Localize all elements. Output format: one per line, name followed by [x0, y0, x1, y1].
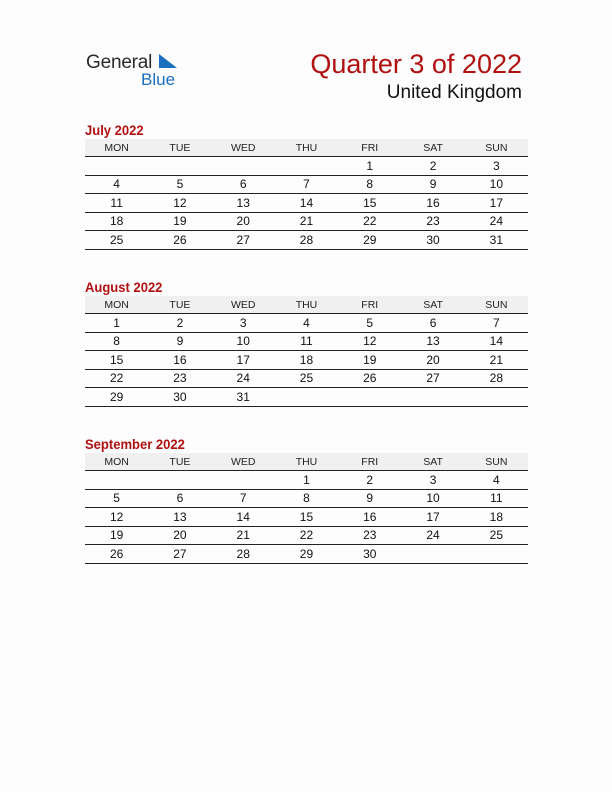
- month-title: July 2022: [85, 122, 144, 138]
- month-september: [85, 435, 528, 564]
- month-title: September 2022: [85, 436, 185, 452]
- weekday-label: TUE: [148, 139, 211, 157]
- day-cell: 20: [401, 351, 464, 370]
- day-cell: 5: [338, 314, 401, 333]
- day-cell: 4: [275, 314, 338, 333]
- day-cell: 14: [212, 508, 275, 527]
- day-cell: 16: [148, 351, 211, 370]
- day-cell: 12: [85, 508, 148, 527]
- month-title: August 2022: [85, 279, 163, 295]
- day-cell: 3: [212, 314, 275, 333]
- weekday-label: MON: [85, 296, 148, 314]
- day-cell: 26: [85, 545, 148, 564]
- day-cell: 21: [212, 526, 275, 545]
- day-cell: 11: [85, 194, 148, 213]
- logo-flag-icon: [159, 54, 177, 68]
- day-cell: 8: [338, 175, 401, 194]
- weekday-label: SUN: [465, 453, 528, 471]
- day-cell: 25: [275, 369, 338, 388]
- day-cell: 17: [212, 351, 275, 370]
- weekday-header-row: [85, 296, 528, 314]
- day-cell: 18: [465, 508, 528, 527]
- day-cell: 13: [212, 194, 275, 213]
- day-cell: 18: [275, 351, 338, 370]
- day-cell: 25: [465, 526, 528, 545]
- day-cell: 9: [401, 175, 464, 194]
- day-cell: 3: [465, 157, 528, 176]
- day-cell: [212, 157, 275, 176]
- day-cell: 17: [401, 508, 464, 527]
- day-cell: 30: [338, 545, 401, 564]
- week-row: [85, 545, 528, 564]
- day-cell: 18: [85, 212, 148, 231]
- day-cell: 26: [148, 231, 211, 250]
- day-cell: [401, 388, 464, 407]
- day-cell: [85, 157, 148, 176]
- day-cell: 20: [148, 526, 211, 545]
- day-cell: 6: [148, 489, 211, 508]
- country-name: United Kingdom: [386, 82, 522, 103]
- weekday-label: TUE: [148, 296, 211, 314]
- weekday-header-row: [85, 139, 528, 157]
- week-row: [85, 231, 528, 250]
- weekday-label: THU: [275, 139, 338, 157]
- day-cell: 19: [148, 212, 211, 231]
- day-cell: 21: [275, 212, 338, 231]
- day-cell: 15: [338, 194, 401, 213]
- week-row: [85, 332, 528, 351]
- day-cell: 1: [85, 314, 148, 333]
- day-cell: 7: [275, 175, 338, 194]
- week-row: [85, 194, 528, 213]
- day-cell: 4: [465, 471, 528, 490]
- day-cell: 4: [85, 175, 148, 194]
- day-cell: 16: [338, 508, 401, 527]
- day-cell: 20: [212, 212, 275, 231]
- week-row: [85, 157, 528, 176]
- day-cell: 24: [401, 526, 464, 545]
- day-cell: 24: [212, 369, 275, 388]
- day-cell: 26: [338, 369, 401, 388]
- day-cell: [212, 471, 275, 490]
- logo: [86, 50, 186, 90]
- day-cell: [338, 388, 401, 407]
- weekday-label: WED: [212, 296, 275, 314]
- day-cell: [275, 157, 338, 176]
- day-cell: 30: [401, 231, 464, 250]
- day-cell: 14: [465, 332, 528, 351]
- day-cell: 22: [85, 369, 148, 388]
- month-july: [85, 121, 528, 250]
- weekday-label: SAT: [401, 296, 464, 314]
- day-cell: 24: [465, 212, 528, 231]
- day-cell: 22: [338, 212, 401, 231]
- calendar-table: [85, 453, 528, 564]
- week-row: [85, 508, 528, 527]
- day-cell: 2: [148, 314, 211, 333]
- day-cell: 15: [85, 351, 148, 370]
- week-row: [85, 526, 528, 545]
- weekday-label: SUN: [465, 139, 528, 157]
- day-cell: 15: [275, 508, 338, 527]
- logo-blue-text: Blue: [141, 70, 176, 89]
- day-cell: 11: [275, 332, 338, 351]
- day-cell: 8: [85, 332, 148, 351]
- weekday-label: TUE: [148, 453, 211, 471]
- day-cell: 29: [85, 388, 148, 407]
- day-cell: 10: [212, 332, 275, 351]
- day-cell: 17: [465, 194, 528, 213]
- day-cell: 27: [401, 369, 464, 388]
- day-cell: 2: [401, 157, 464, 176]
- day-cell: [85, 471, 148, 490]
- day-cell: 23: [401, 212, 464, 231]
- day-cell: 19: [338, 351, 401, 370]
- day-cell: 8: [275, 489, 338, 508]
- weekday-label: WED: [212, 139, 275, 157]
- day-cell: 11: [465, 489, 528, 508]
- day-cell: 10: [401, 489, 464, 508]
- weekday-label: FRI: [338, 453, 401, 471]
- day-cell: 22: [275, 526, 338, 545]
- day-cell: 1: [338, 157, 401, 176]
- day-cell: 2: [338, 471, 401, 490]
- weekday-label: MON: [85, 139, 148, 157]
- day-cell: 28: [465, 369, 528, 388]
- day-cell: 10: [465, 175, 528, 194]
- day-cell: 7: [465, 314, 528, 333]
- day-cell: 16: [401, 194, 464, 213]
- day-cell: 13: [148, 508, 211, 527]
- weekday-label: WED: [212, 453, 275, 471]
- day-cell: 19: [85, 526, 148, 545]
- day-cell: 6: [212, 175, 275, 194]
- day-cell: [401, 545, 464, 564]
- calendar-table: [85, 139, 528, 250]
- day-cell: 1: [275, 471, 338, 490]
- calendar-table: [85, 296, 528, 407]
- weekday-label: FRI: [338, 139, 401, 157]
- week-row: [85, 212, 528, 231]
- day-cell: [148, 157, 211, 176]
- week-row: [85, 314, 528, 333]
- day-cell: 28: [275, 231, 338, 250]
- logo-general-text: General: [86, 52, 153, 73]
- week-row: [85, 175, 528, 194]
- day-cell: 23: [148, 369, 211, 388]
- day-cell: 9: [338, 489, 401, 508]
- weekday-label: MON: [85, 453, 148, 471]
- weekday-header-row: [85, 453, 528, 471]
- page-title: Quarter 3 of 2022: [310, 49, 522, 79]
- day-cell: 29: [338, 231, 401, 250]
- day-cell: [465, 388, 528, 407]
- day-cell: 5: [148, 175, 211, 194]
- weekday-label: FRI: [338, 296, 401, 314]
- month-august: [85, 278, 528, 407]
- day-cell: 5: [85, 489, 148, 508]
- day-cell: 6: [401, 314, 464, 333]
- day-cell: 28: [212, 545, 275, 564]
- weekday-label: SUN: [465, 296, 528, 314]
- day-cell: 21: [465, 351, 528, 370]
- day-cell: 31: [465, 231, 528, 250]
- day-cell: 31: [212, 388, 275, 407]
- week-row: [85, 351, 528, 370]
- day-cell: [148, 471, 211, 490]
- weekday-label: THU: [275, 296, 338, 314]
- day-cell: 3: [401, 471, 464, 490]
- week-row: [85, 471, 528, 490]
- day-cell: 9: [148, 332, 211, 351]
- week-row: [85, 489, 528, 508]
- day-cell: 14: [275, 194, 338, 213]
- day-cell: 23: [338, 526, 401, 545]
- week-row: [85, 388, 528, 407]
- weekday-label: SAT: [401, 453, 464, 471]
- day-cell: 29: [275, 545, 338, 564]
- week-row: [85, 369, 528, 388]
- day-cell: 25: [85, 231, 148, 250]
- day-cell: 27: [212, 231, 275, 250]
- day-cell: 30: [148, 388, 211, 407]
- day-cell: 12: [148, 194, 211, 213]
- weekday-label: THU: [275, 453, 338, 471]
- day-cell: 27: [148, 545, 211, 564]
- day-cell: 12: [338, 332, 401, 351]
- day-cell: [275, 388, 338, 407]
- weekday-label: SAT: [401, 139, 464, 157]
- day-cell: [465, 545, 528, 564]
- day-cell: 7: [212, 489, 275, 508]
- day-cell: 13: [401, 332, 464, 351]
